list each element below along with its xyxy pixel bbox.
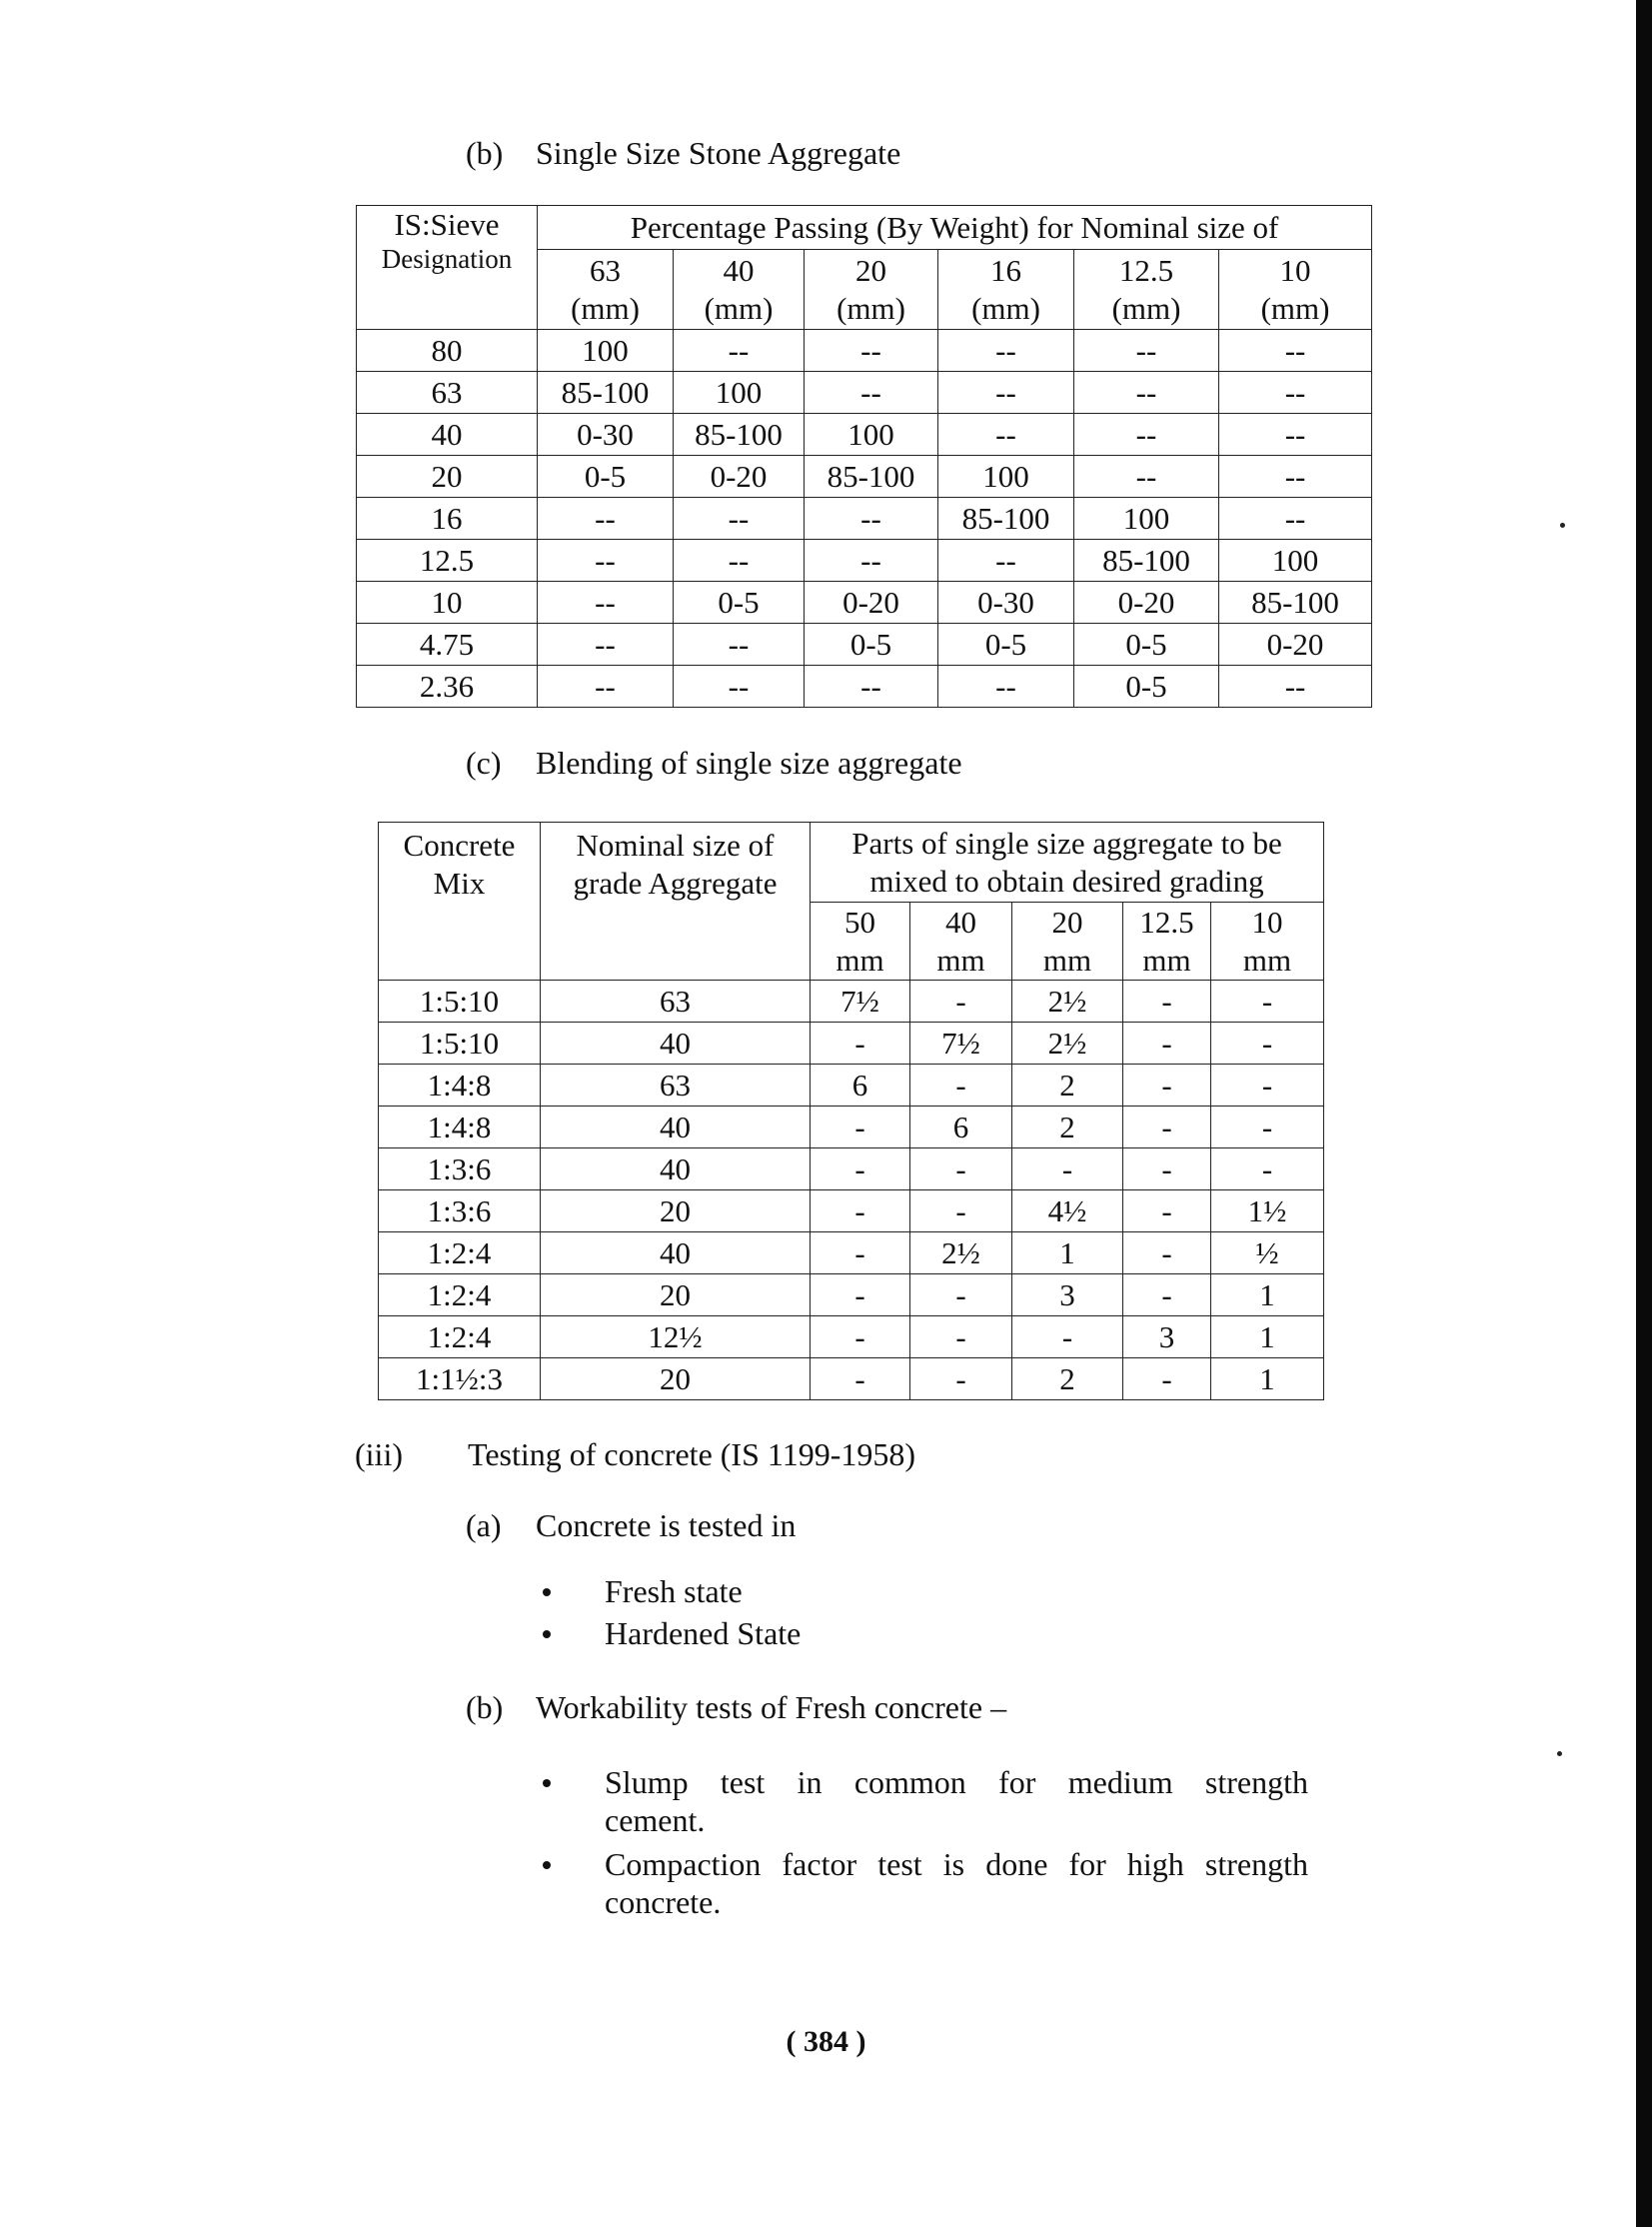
table-row — [379, 981, 1324, 1023]
parts-cell: - — [1211, 1023, 1324, 1065]
parts-cell: - — [811, 1316, 910, 1358]
sieve-cell: 2.36 — [357, 666, 538, 708]
table-row — [357, 414, 1372, 456]
nominal-size-cell: 63 — [541, 981, 811, 1023]
sieve-cell: 16 — [357, 498, 538, 540]
blending-table — [378, 822, 1324, 1400]
parts-cell: 2 — [1012, 1358, 1123, 1400]
parts-cell: - — [1123, 1023, 1211, 1065]
passing-cell: 85-100 — [538, 372, 674, 414]
mix-header-line1: Concrete — [403, 828, 516, 863]
sieve-cell: 80 — [357, 330, 538, 372]
parts-cell: - — [1123, 1358, 1211, 1400]
parts-cell: 6 — [811, 1065, 910, 1107]
tested-in-list — [539, 1572, 1358, 1652]
passing-cell: -- — [805, 372, 938, 414]
parts-cell: - — [811, 1358, 910, 1400]
nominal-size-cell: 63 — [541, 1065, 811, 1107]
table-row — [379, 1232, 1324, 1274]
passing-cell: 85-100 — [1219, 582, 1372, 624]
parts-cell: 2½ — [1012, 981, 1123, 1023]
concrete-mix-header — [379, 823, 541, 981]
passing-cell: -- — [1219, 456, 1372, 498]
mix-cell: 1:2:4 — [379, 1316, 541, 1358]
aggregate-size-column-header — [1211, 903, 1324, 981]
passing-cell: -- — [1074, 372, 1219, 414]
passing-cell: 100 — [538, 330, 674, 372]
list-item — [539, 1572, 1358, 1610]
passing-cell: -- — [805, 666, 938, 708]
column-size: 50 — [844, 904, 875, 940]
column-unit: mm — [1242, 942, 1292, 978]
section-iii-title: Testing of concrete (IS 1199-1958) — [468, 1436, 915, 1472]
passing-cell: -- — [938, 666, 1074, 708]
parts-cell: - — [910, 1148, 1012, 1190]
column-unit: mm — [835, 942, 884, 978]
list-item — [539, 1763, 1308, 1839]
table-row — [357, 666, 1372, 708]
parts-cell: 1 — [1211, 1274, 1324, 1316]
parts-cell: - — [811, 1274, 910, 1316]
column-size: 10 — [1279, 252, 1311, 288]
passing-cell: -- — [674, 624, 805, 666]
section-c-tag: (c) — [466, 745, 502, 781]
bullet-text-line1: Compaction factor test is done for high strength — [605, 1846, 1308, 1882]
parts-cell: 2½ — [1012, 1023, 1123, 1065]
column-size: 16 — [990, 252, 1021, 288]
nominal-size-cell: 12½ — [541, 1316, 811, 1358]
table-row — [357, 456, 1372, 498]
passing-cell: -- — [1219, 414, 1372, 456]
parts-cell: - — [1211, 981, 1324, 1023]
section-b-heading — [466, 135, 900, 171]
column-unit: (mm) — [1260, 290, 1330, 326]
table-row — [379, 1274, 1324, 1316]
column-unit: mm — [1042, 942, 1092, 978]
nominal-size-column-header — [1219, 250, 1372, 330]
sieve-header-line2: Designation — [381, 244, 513, 274]
passing-cell: -- — [674, 540, 805, 582]
parts-header-line2: mixed to obtain desired grading — [869, 863, 1264, 899]
nominal-size-cell: 20 — [541, 1358, 811, 1400]
column-size: 20 — [855, 252, 886, 288]
table-row — [357, 582, 1372, 624]
parts-cell: 2½ — [910, 1232, 1012, 1274]
passing-cell: -- — [538, 498, 674, 540]
passing-cell: -- — [1219, 498, 1372, 540]
parts-cell: 1 — [1211, 1316, 1324, 1358]
parts-cell: - — [1012, 1148, 1123, 1190]
aggregate-size-column-header — [910, 903, 1012, 981]
passing-cell: 100 — [805, 414, 938, 456]
parts-cell: - — [1123, 1065, 1211, 1107]
column-size: 63 — [590, 252, 621, 288]
parts-cell: - — [1123, 1274, 1211, 1316]
parts-header — [811, 823, 1324, 903]
passing-cell: -- — [538, 666, 674, 708]
passing-cell: 0-20 — [674, 456, 805, 498]
parts-cell: - — [910, 1065, 1012, 1107]
parts-cell: - — [811, 1232, 910, 1274]
nominal-size-cell: 40 — [541, 1023, 811, 1065]
bullet-text-line2: concrete. — [605, 1884, 722, 1920]
parts-cell: - — [811, 1148, 910, 1190]
nominal-header-line1: Nominal size of — [576, 828, 775, 863]
column-size: 12.5 — [1139, 904, 1194, 940]
passing-cell: 100 — [674, 372, 805, 414]
nominal-header-line2: grade Aggregate — [573, 866, 778, 901]
passing-cell: 0-20 — [1219, 624, 1372, 666]
single-size-aggregate-table — [356, 205, 1372, 708]
parts-cell: - — [811, 1190, 910, 1232]
nominal-size-column-header — [674, 250, 805, 330]
section-iii-b — [466, 1688, 1006, 1726]
table-row — [357, 540, 1372, 582]
column-unit: (mm) — [704, 290, 774, 326]
section-iii-b-tag: (b) — [466, 1689, 504, 1725]
passing-cell: 100 — [938, 456, 1074, 498]
scan-speck — [1557, 1751, 1562, 1756]
sieve-cell: 4.75 — [357, 624, 538, 666]
page-number: ( 384 ) — [786, 2025, 866, 2058]
sieve-cell: 40 — [357, 414, 538, 456]
passing-cell: -- — [674, 498, 805, 540]
passing-cell: -- — [1074, 330, 1219, 372]
parts-header-line1: Parts of single size aggregate to be — [851, 825, 1282, 861]
table-row — [357, 624, 1372, 666]
column-unit: (mm) — [1111, 290, 1181, 326]
bullet-text: Hardened State — [605, 1615, 802, 1651]
passing-cell: -- — [805, 330, 938, 372]
sieve-cell: 12.5 — [357, 540, 538, 582]
column-unit: mm — [1142, 942, 1191, 978]
passing-cell: 0-5 — [938, 624, 1074, 666]
mix-cell: 1:4:8 — [379, 1065, 541, 1107]
section-c-heading — [466, 745, 962, 781]
section-b-title: Single Size Stone Aggregate — [536, 135, 901, 171]
passing-cell: -- — [538, 624, 674, 666]
passing-cell: 85-100 — [674, 414, 805, 456]
sieve-designation-header — [357, 206, 538, 330]
column-unit: (mm) — [971, 290, 1040, 326]
passing-cell: 0-5 — [1074, 624, 1219, 666]
sieve-cell: 10 — [357, 582, 538, 624]
passing-cell: -- — [1219, 372, 1372, 414]
sieve-cell: 20 — [357, 456, 538, 498]
mix-cell: 1:4:8 — [379, 1107, 541, 1148]
table-row — [379, 1190, 1324, 1232]
table-row — [357, 330, 1372, 372]
nominal-size-column-header — [938, 250, 1074, 330]
nominal-size-column-header — [1074, 250, 1219, 330]
parts-cell: 1 — [1012, 1232, 1123, 1274]
section-iii-a-tag: (a) — [466, 1507, 502, 1543]
parts-cell: 6 — [910, 1107, 1012, 1148]
passing-cell: 0-30 — [538, 414, 674, 456]
passing-cell: -- — [805, 540, 938, 582]
mix-cell: 1:5:10 — [379, 981, 541, 1023]
column-unit: (mm) — [836, 290, 905, 326]
mix-header-line2: Mix — [433, 866, 486, 901]
parts-cell: - — [1211, 1148, 1324, 1190]
mix-cell: 1:2:4 — [379, 1232, 541, 1274]
passing-cell: -- — [938, 372, 1074, 414]
table-row — [379, 1023, 1324, 1065]
aggregate-size-column-header — [1123, 903, 1211, 981]
mix-cell: 1:1½:3 — [379, 1358, 541, 1400]
parts-cell: - — [910, 1316, 1012, 1358]
scan-speck — [1560, 523, 1565, 528]
passing-cell: 85-100 — [805, 456, 938, 498]
bullet-text-line1: Slump test in common for medium strength — [605, 1764, 1308, 1800]
passing-cell: 0-5 — [1074, 666, 1219, 708]
scan-page-edge — [1636, 0, 1652, 2227]
bullet-text: Fresh state — [605, 1573, 743, 1609]
parts-cell: - — [1123, 1148, 1211, 1190]
passing-cell: -- — [538, 582, 674, 624]
passing-cell: -- — [674, 330, 805, 372]
nominal-size-cell: 40 — [541, 1232, 811, 1274]
table-row — [379, 1358, 1324, 1400]
section-b-tag: (b) — [466, 135, 504, 171]
passing-cell: -- — [1074, 414, 1219, 456]
column-size: 10 — [1251, 904, 1283, 940]
parts-cell: 4½ — [1012, 1190, 1123, 1232]
passing-cell: -- — [938, 414, 1074, 456]
mix-cell: 1:3:6 — [379, 1148, 541, 1190]
passing-cell: 85-100 — [938, 498, 1074, 540]
parts-cell: - — [811, 1107, 910, 1148]
sieve-header-line1: IS:Sieve — [394, 207, 500, 242]
bullet-text-line2: cement. — [605, 1802, 706, 1838]
passing-cell: 0-20 — [1074, 582, 1219, 624]
passing-cell: -- — [1219, 666, 1372, 708]
column-unit: (mm) — [571, 290, 640, 326]
parts-cell: - — [1012, 1316, 1123, 1358]
aggregate-size-column-header — [1012, 903, 1123, 981]
parts-cell: 3 — [1123, 1316, 1211, 1358]
list-item — [539, 1845, 1308, 1921]
section-iii-tag: (iii) — [355, 1436, 403, 1472]
parts-cell: - — [910, 981, 1012, 1023]
table-row — [357, 372, 1372, 414]
parts-cell: - — [1123, 981, 1211, 1023]
parts-cell: - — [811, 1023, 910, 1065]
sieve-cell: 63 — [357, 372, 538, 414]
column-size: 20 — [1051, 904, 1083, 940]
parts-cell: 7½ — [811, 981, 910, 1023]
mix-cell: 1:5:10 — [379, 1023, 541, 1065]
section-iii-a-text: Concrete is tested in — [536, 1507, 797, 1543]
nominal-size-cell: 40 — [541, 1107, 811, 1148]
mix-cell: 1:3:6 — [379, 1190, 541, 1232]
percentage-passing-header: Percentage Passing (By Weight) for Nominal size of — [538, 206, 1372, 250]
section-c-title: Blending of single size aggregate — [536, 745, 962, 781]
passing-cell: 0-5 — [805, 624, 938, 666]
mix-cell: 1:2:4 — [379, 1274, 541, 1316]
table-row — [357, 498, 1372, 540]
nominal-size-column-header — [538, 250, 674, 330]
workability-tests-list — [539, 1763, 1308, 1921]
column-size: 40 — [945, 904, 976, 940]
passing-cell: -- — [1074, 456, 1219, 498]
parts-cell: 7½ — [910, 1023, 1012, 1065]
passing-cell: -- — [805, 498, 938, 540]
parts-cell: - — [1211, 1065, 1324, 1107]
parts-cell: - — [910, 1358, 1012, 1400]
passing-cell: -- — [938, 540, 1074, 582]
passing-cell: -- — [674, 666, 805, 708]
passing-cell: 0-5 — [538, 456, 674, 498]
parts-cell: 2 — [1012, 1107, 1123, 1148]
nominal-size-cell: 20 — [541, 1274, 811, 1316]
parts-cell: - — [910, 1190, 1012, 1232]
column-size: 12.5 — [1118, 252, 1174, 288]
passing-cell: 0-5 — [674, 582, 805, 624]
parts-cell: - — [1123, 1232, 1211, 1274]
parts-cell: 2 — [1012, 1065, 1123, 1107]
nominal-size-cell: 40 — [541, 1148, 811, 1190]
nominal-size-column-header — [805, 250, 938, 330]
nominal-size-cell: 20 — [541, 1190, 811, 1232]
parts-cell: - — [1123, 1107, 1211, 1148]
passing-cell: -- — [1219, 330, 1372, 372]
table-row — [379, 1065, 1324, 1107]
column-size: 40 — [723, 252, 755, 288]
parts-cell: - — [910, 1274, 1012, 1316]
section-iii-a — [466, 1506, 796, 1544]
parts-cell: - — [1123, 1190, 1211, 1232]
parts-cell: ½ — [1211, 1232, 1324, 1274]
parts-cell: 1 — [1211, 1358, 1324, 1400]
list-item — [539, 1614, 1358, 1652]
passing-cell: 0-20 — [805, 582, 938, 624]
passing-cell: 0-30 — [938, 582, 1074, 624]
passing-cell: -- — [538, 540, 674, 582]
table-row — [379, 1316, 1324, 1358]
parts-cell: 3 — [1012, 1274, 1123, 1316]
passing-cell: 100 — [1219, 540, 1372, 582]
passing-cell: -- — [938, 330, 1074, 372]
nominal-size-header — [541, 823, 811, 981]
parts-cell: - — [1211, 1107, 1324, 1148]
passing-cell: 85-100 — [1074, 540, 1219, 582]
passing-cell: 100 — [1074, 498, 1219, 540]
parts-cell: 1½ — [1211, 1190, 1324, 1232]
table-row — [379, 1148, 1324, 1190]
aggregate-size-column-header — [811, 903, 910, 981]
table-row — [379, 1107, 1324, 1148]
column-unit: mm — [936, 942, 985, 978]
section-iii-b-text: Workability tests of Fresh concrete – — [536, 1689, 1007, 1725]
